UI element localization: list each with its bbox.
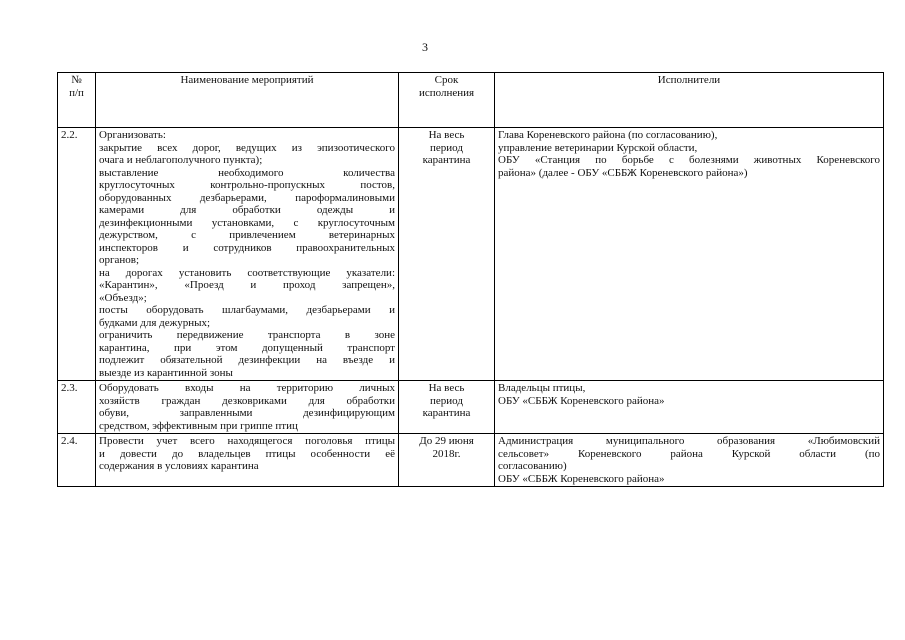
table-row (58, 128, 884, 381)
term-cell-line: период (430, 141, 463, 154)
activity-cell-line: закрытие всех дорог, ведущих из эпизоотического (99, 141, 395, 154)
activity-cell-line: камерами для обработки одежды и (99, 204, 395, 216)
activity-cell-line: Провести учет всего находящегося поголовья птицы (99, 435, 395, 447)
activity-cell-line: выставление необходимого количества (99, 166, 395, 179)
activity-cell-line: дезинфекционными установками, с круглосуточным (99, 216, 395, 229)
term-cell-line: На весь (428, 382, 465, 394)
activity-cell-line: на дорогах установить соответствующие указатели: (99, 266, 395, 279)
header-number-line2: п/п (69, 86, 84, 99)
activity-cell-line: карантина, при этом допущенный транспорт (99, 341, 395, 354)
page-number: 3 (422, 40, 428, 54)
activity-cell-line: органов; (99, 254, 140, 266)
term-cell-line: карантина (422, 154, 471, 166)
executors-cell-line: ОБУ «Станция по борьбе с болезнями животных Кореневского (498, 154, 880, 166)
executors-cell-line: Глава Кореневского района (по согласованию), (498, 129, 718, 141)
term-cell (399, 434, 495, 487)
activity-cell (96, 128, 399, 381)
header-number (58, 73, 96, 128)
activity-cell-line: выезде из карантинной зоны (99, 366, 233, 379)
activity-cell-line: подлежит обязательной дезинфекции на въезде и (99, 354, 395, 366)
row-number: 2.4. (58, 434, 96, 487)
activity-cell-line: обуви, заправленными дезинфицирующим (99, 407, 395, 419)
activity-cell-line: «Карантин», «Проезд и проход запрещен», (99, 279, 395, 291)
executors-cell-line: района» (далее - ОБУ «СББЖ Кореневского района») (498, 166, 748, 179)
activity-cell-line: ограничить передвижение транспорта в зоне (99, 329, 395, 341)
activity-cell-line: инспекторов и сотрудников правоохранительных (99, 241, 395, 254)
activity-cell-line: очага и неблагополучного пункта); (99, 154, 263, 166)
activity-cell-line: будками для дежурных; (99, 316, 211, 329)
term-cell-line: 2018г. (432, 447, 461, 460)
row-number: 2.2. (58, 128, 96, 381)
row-number: 2.3. (58, 381, 96, 434)
table-header-row (58, 73, 884, 128)
executors-cell-line: Администрация муниципального образования «Любимовский (498, 435, 880, 447)
term-cell-line: На весь (428, 129, 465, 141)
header-activity-name: Наименование мероприятий (96, 73, 399, 128)
executors-cell-line: ОБУ «СББЖ Кореневского района» (498, 472, 665, 485)
activity-cell-line: и довести до владельцев птицы особенности её (99, 447, 395, 460)
measures-table (57, 72, 884, 487)
activity-cell-line: «Объезд»; (99, 291, 147, 304)
activity-cell-line: посты оборудовать шлагбаумами, дезбарьерами и (99, 304, 395, 316)
header-term-line1: Срок (434, 74, 459, 86)
term-cell-line: До 29 июня (419, 435, 474, 447)
activity-cell (96, 434, 399, 487)
executors-cell (495, 128, 884, 381)
table-row (58, 381, 884, 434)
activity-cell-line: содержания в условиях карантина (99, 460, 259, 472)
term-cell-line: период (430, 394, 463, 407)
executors-cell-line: Владельцы птицы, (498, 382, 586, 394)
header-number-line1: № (71, 74, 82, 86)
activity-cell (96, 381, 399, 434)
executors-cell-line: ОБУ «СББЖ Кореневского района» (498, 394, 665, 407)
activity-cell-line: Организовать: (99, 129, 166, 141)
activity-cell-line: хозяйств граждан дезковриками для обработки (99, 394, 395, 407)
executors-cell (495, 434, 884, 487)
activity-cell-line: круглосуточных контрольно-пропускных постов, (99, 179, 395, 191)
term-cell-line: карантина (422, 407, 471, 419)
executors-cell-line: согласованию) (498, 460, 567, 472)
activity-cell-line: оборудованных дезбарьерами, пароформалиновыми (99, 191, 395, 204)
header-term-line2: исполнения (418, 86, 475, 99)
executors-cell (495, 381, 884, 434)
activity-cell-line: Оборудовать входы на территорию личных (99, 382, 395, 394)
activity-cell-line: средством, эффективным при гриппе птиц (99, 419, 298, 432)
activity-cell-line: дежурством, с привлечением ветеринарных (99, 229, 395, 241)
term-cell (399, 381, 495, 434)
executors-cell-line: управление ветеринарии Курской области, (498, 141, 698, 154)
table-row (58, 434, 884, 487)
header-term (399, 73, 495, 128)
term-cell (399, 128, 495, 381)
executors-cell-line: сельсовет» Кореневского района Курской области (по (498, 447, 880, 460)
header-executors: Исполнители (495, 73, 884, 128)
